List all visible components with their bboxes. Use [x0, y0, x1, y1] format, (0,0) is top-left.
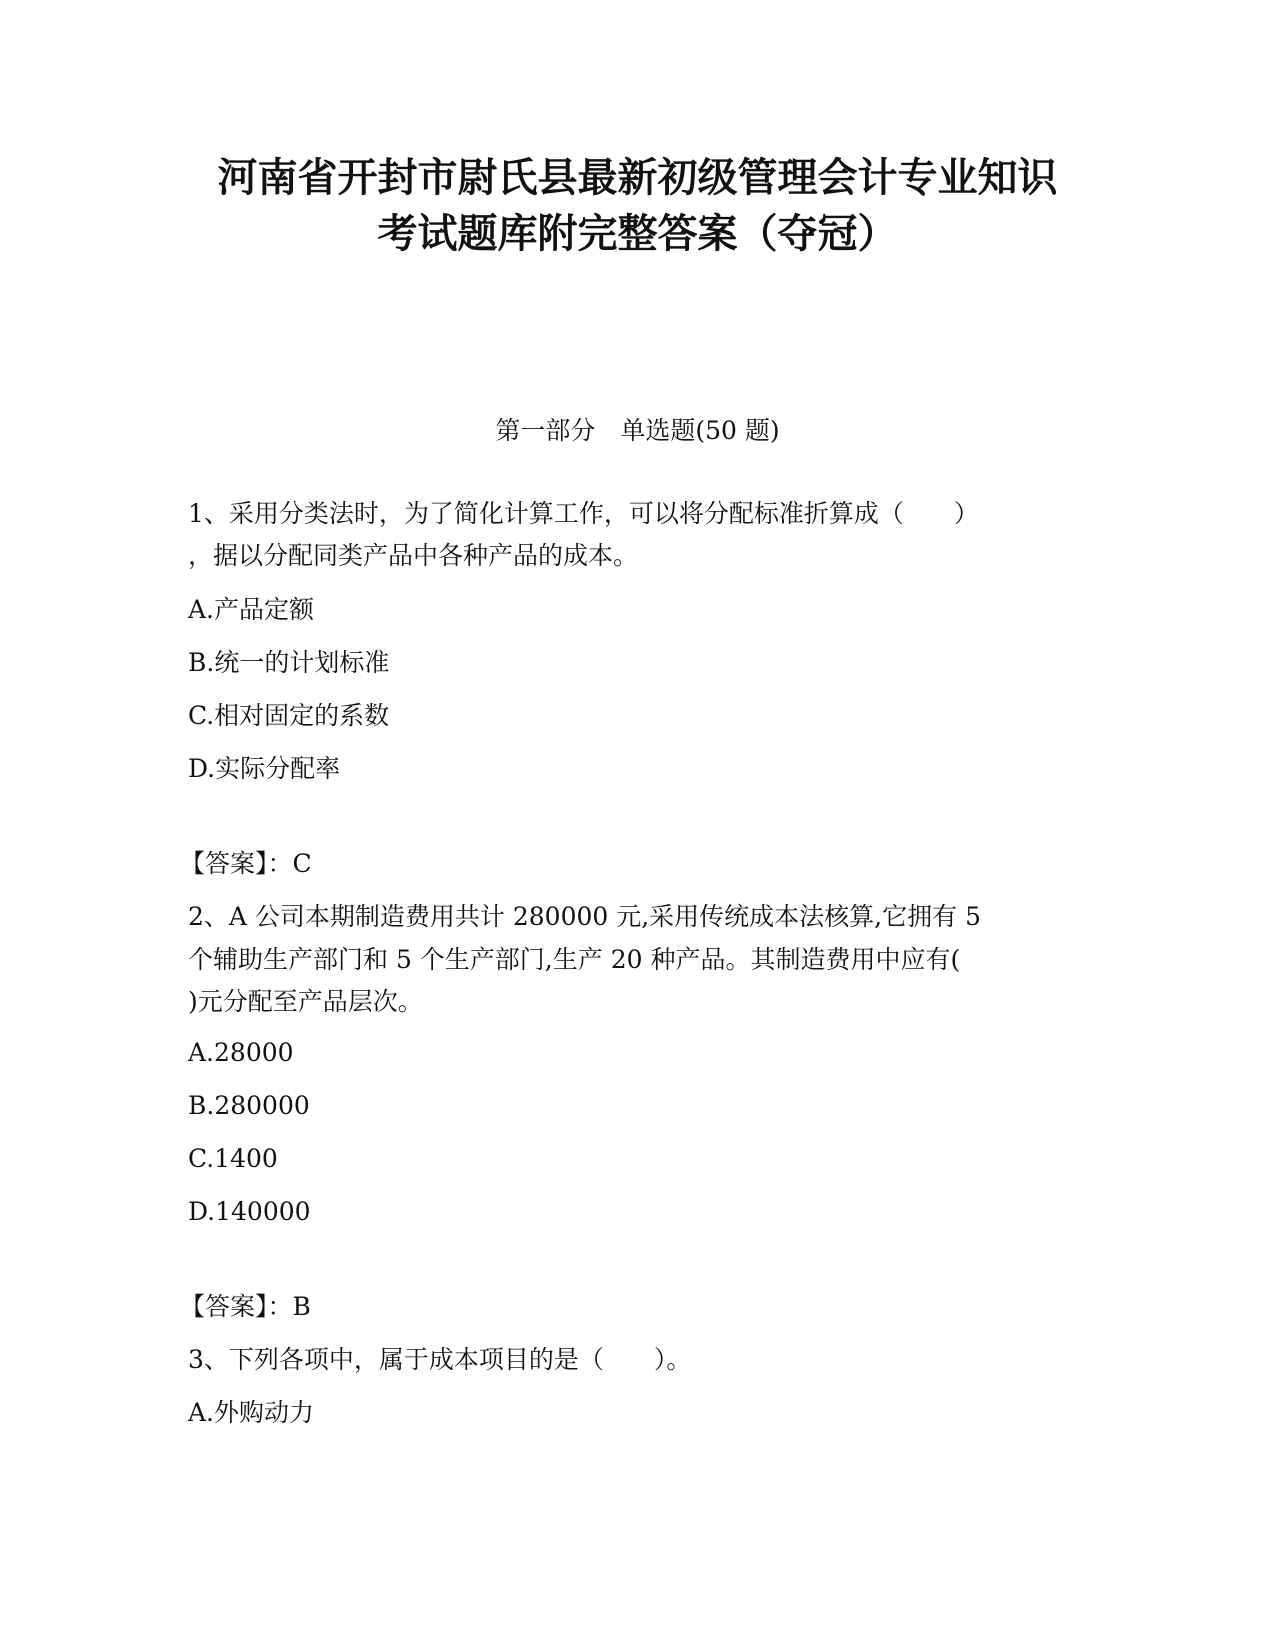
question-2-stem-line-2: 个辅助生产部门和 5 个生产部门,生产 20 种产品。其制造费用中应有( [188, 945, 961, 974]
question-2-option-c: C.1400 [188, 1144, 278, 1173]
question-2-option-b: B.280000 [188, 1091, 310, 1120]
question-1-stem-line-1: 1、采用分类法时，为了简化计算工作，可以将分配标准折算成（ ） [188, 499, 979, 528]
question-2-option-a: A.28000 [188, 1038, 294, 1067]
document-title-line-1: 河南省开封市尉氏县最新初级管理会计专业知识 [217, 155, 1058, 201]
question-1-stem-line-2: ，据以分配同类产品中各种产品的成本。 [188, 541, 639, 570]
question-1-option-a: A.产品定额 [188, 595, 315, 624]
document-title-line-2: 考试题库附完整答案（夺冠） [377, 211, 898, 257]
section-heading: 第一部分 单选题(50 题) [495, 416, 780, 445]
question-3-option-a: A.外购动力 [188, 1398, 315, 1427]
question-1-answer: 【答案】：C [180, 849, 312, 878]
question-1-option-b: B.统一的计划标准 [188, 648, 390, 677]
question-3-stem-line-1: 3、下列各项中，属于成本项目的是（ ）。 [188, 1345, 692, 1374]
question-2-option-d: D.140000 [188, 1197, 311, 1226]
question-1-option-c: C.相对固定的系数 [188, 701, 390, 730]
question-2-stem-line-3: )元分配至产品层次。 [188, 987, 423, 1016]
question-1-option-d: D.实际分配率 [188, 754, 341, 783]
question-2-stem-line-1: 2、A 公司本期制造费用共计 280000 元,采用传统成本法核算,它拥有 5 [188, 902, 981, 931]
question-2-answer: 【答案】：B [180, 1292, 311, 1321]
